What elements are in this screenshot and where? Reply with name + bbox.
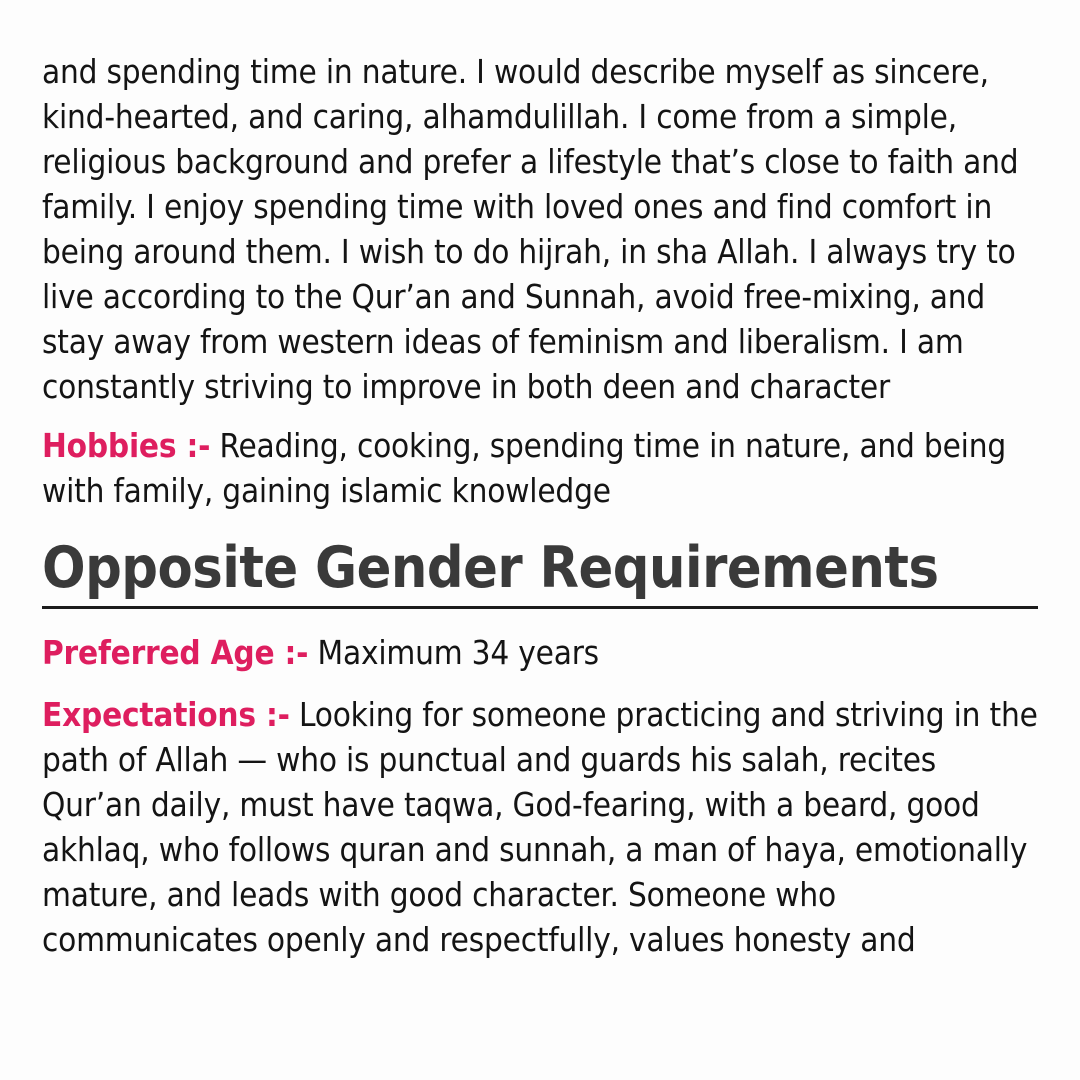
hobbies-label: Hobbies :- <box>42 426 211 465</box>
bio-paragraph: and spending time in nature. I would describe myself as sincere, kind-hearted, and caring, alhamdulillah. I come from a simple, religious background and prefer a lifestyle that’s close to faith and family. I enjoy spending time with loved ones and find comfort in being around them. I wish to do hijrah, in sha Allah. I always try to live according to the Qur’an and Sunnah, avoid free-mixing, and stay away from western ideas of feminism and liberalism. I am constantly striving to improve in both deen and character <box>42 52 1019 406</box>
expectations-paragraph <box>42 692 1038 962</box>
expectations-text: Looking for someone practicing and striving in the path of Allah — who is punctual and guards his salah, recites Qur’an daily, must have taqwa, God-fearing, with a beard, good akhlaq, who follows quran and sunnah, a man of haya, emotionally mature, and leads with good character. Someone who communicates openly and respectfully, values honesty and <box>42 695 1038 959</box>
preferred-age-label: Preferred Age :- <box>42 633 309 672</box>
expectations-label: Expectations :- <box>42 695 290 734</box>
preferred-age-paragraph <box>42 630 1038 675</box>
preferred-age-text: Maximum 34 years <box>317 633 599 672</box>
section-title-opposite-gender-requirements: Opposite Gender Requirements <box>42 539 1038 609</box>
hobbies-text: Reading, cooking, spending time in nature, and being with family, gaining islamic knowledge <box>42 426 1006 510</box>
hobbies-paragraph <box>42 423 1038 513</box>
